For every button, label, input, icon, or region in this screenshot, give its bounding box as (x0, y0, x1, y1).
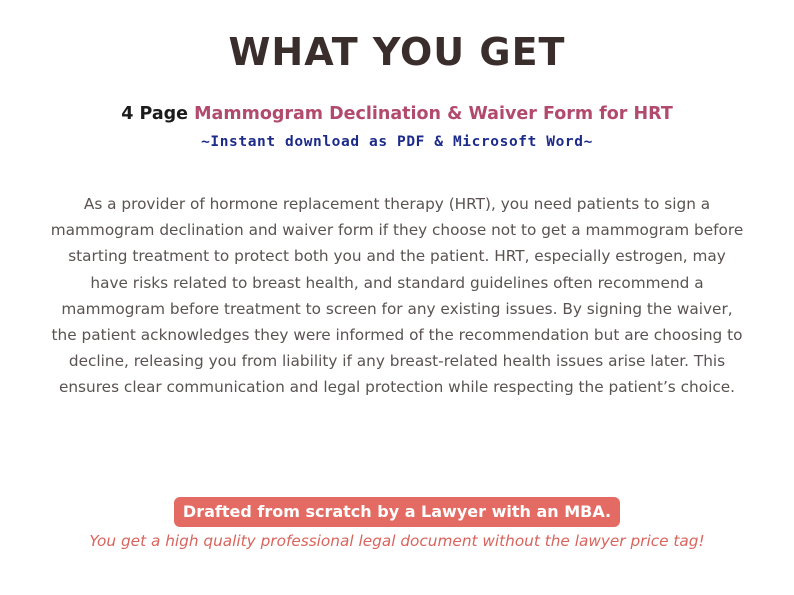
page-heading: WHAT YOU GET (228, 30, 566, 74)
download-tagline: ~Instant download as PDF & Microsoft Word~ (201, 134, 593, 150)
description-paragraph: As a provider of hormone replacement therapy (HRT), you need patients to sign a mammogram declination and waiver form if they choose not to get a mammogram before starting treatment to protect both you and the patient. HRT, especially estrogen, may have risks related to breast health, and standard guidelines often recommend a mammogram before treatment to screen for any existing issues. By signing the waiver, the patient acknowledges they were informed of the recommendation but are choosing to decline, releasing you from liability if any breast-related health issues arise later. This ensures clear communication and legal protection while respecting the patient’s choice. (50, 195, 744, 397)
closing-note: You get a high quality professional legal document without the lawyer price tag! (89, 532, 705, 550)
subtitle-prefix: 4 Page (121, 104, 195, 124)
subtitle-highlight: Mammogram Declination & Waiver Form for HRT (194, 104, 673, 124)
product-subtitle (0, 104, 794, 124)
lawyer-badge: Drafted from scratch by a Lawyer with an MBA. (174, 497, 620, 527)
badge-container (0, 497, 794, 527)
